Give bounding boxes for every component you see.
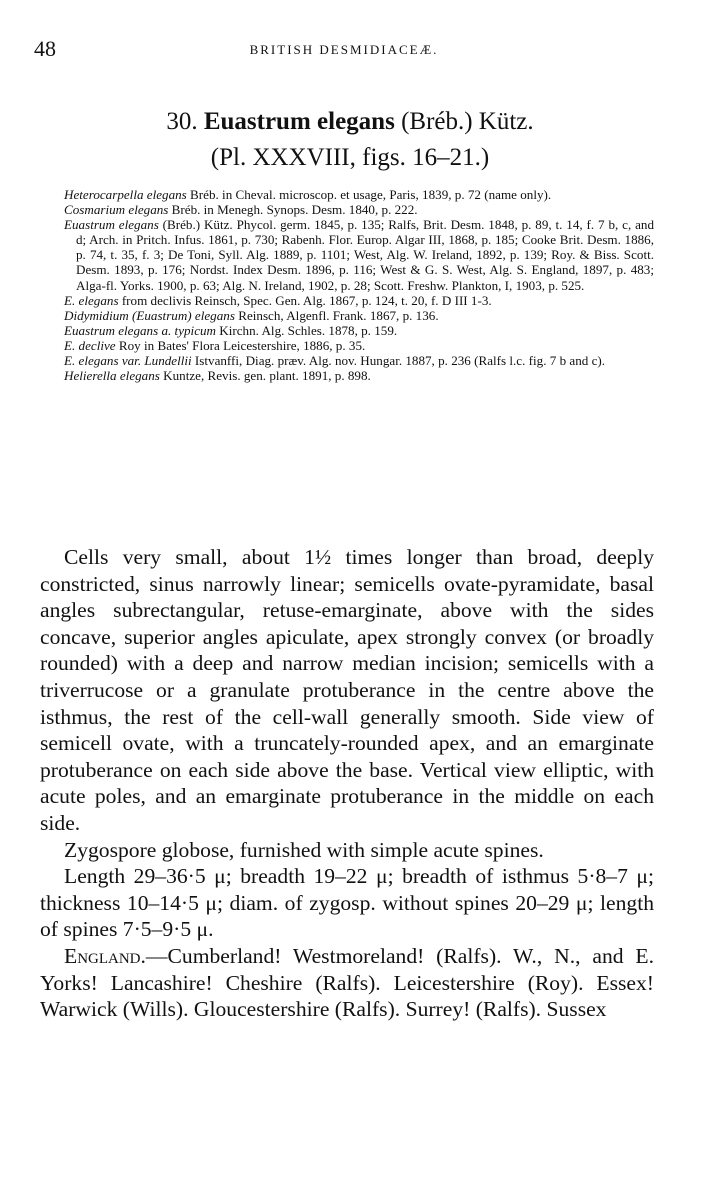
- synonym-citation: Bréb. in Menegh. Synops. Desm. 1840, p. 222.: [168, 202, 418, 218]
- synonym-entry: [64, 323, 654, 338]
- synonym-citation: Bréb. in Cheval. microscop. et usage, Paris, 1839, p. 72 (name only).: [186, 187, 552, 202]
- synonym-entry: [64, 338, 654, 353]
- synonym-name: Didymidium (Euastrum) elegans: [64, 307, 235, 323]
- synonym-name: Euastrum elegans a. typicum: [64, 322, 217, 338]
- synonym-name: Helierella elegans: [64, 368, 160, 384]
- page-number: 48: [34, 36, 56, 61]
- distribution-region: England.: [64, 943, 146, 968]
- synonym-entry: [64, 308, 654, 323]
- measurements-paragraph: Length 29–36·5 μ; breadth 19–22 μ; breadth of isthmus 5·8–7 μ; thickness 10–14·5 μ; diam. of zygosp. without spines 20–29 μ; length of spines 7·5–9·5 μ.: [40, 864, 654, 942]
- synonym-entry: [64, 187, 654, 202]
- synonym-citation: (Bréb.) Kütz. Phycol. germ. 1845, p. 135; Ralfs, Brit. Desm. 1848, p. 89, t. 14, f. 7 b, c, and d; Arch. in Pritch. Infus. 1861, p. 730; Rabenh. Flor. Europ. Algar III, 1868, p. 185; Cooke Brit. Desm. 1886, p. 74, t. 35, f. 3; De Toni, Syll. Alg. 1889, p. 1101; West, Alg. W. Ireland, 1892, p. 139; Roy. & Biss. Scott. Desm. 1893, p. 176; Nordst. Index Desm. 1896, p. 116; West & G. S. West, Alg. S. England, 1897, p. 483; Alga-fl. Yorks. 1900, p. 63; Alg. N. Ireland, 1902, p. 28; Scott. Freshw. Plankton, I, 1903, p. 525.: [76, 217, 654, 293]
- synonym-citation: Istvanffi, Diag. præv. Alg. nov. Hungar. 1887, p. 236 (Ralfs l.c. fig. 7 b and c).: [191, 353, 606, 369]
- running-head: BRITISH DESMIDIACEÆ.: [249, 42, 439, 57]
- synonym-entry: [64, 368, 654, 383]
- synonym-entry: [64, 353, 654, 368]
- description-body: [40, 544, 654, 1023]
- synonym-entry: [64, 217, 654, 292]
- distribution-paragraph: [40, 943, 654, 1023]
- synonym-name: Euastrum elegans: [64, 217, 159, 233]
- synonymy-list: [64, 187, 654, 383]
- synonym-citation: Kuntze, Revis. gen. plant. 1891, p. 898.: [159, 368, 371, 384]
- synonym-name: Cosmarium elegans: [64, 202, 169, 218]
- species-heading: [40, 104, 660, 176]
- page-header: [34, 36, 654, 66]
- description-paragraph: Cells very small, about 1½ times longer than broad, deeply constricted, sinus narrowly linear; semicells ovate-pyramidate, basal angles subrectangular, retuse-emarginate, above with the sides concave, superior angles apiculate, apex strongly convex (or broadly rounded) with a deep and narrow median incision; semicells with a triverrucose or a granulate protuberance in the centre above the isthmus, the rest of the cell-wall generally smooth. Side view of semicell ovate, with a truncately-rounded apex, and an emarginate protuberance on each side above the base. Vertical view elliptic, with acute poles, and an emarginate protuberance in the middle on each side.: [40, 545, 654, 835]
- species-name: Euastrum elegans: [203, 108, 395, 135]
- synonym-citation: Reinsch, Algenfl. Frank. 1867, p. 136.: [234, 307, 439, 323]
- species-number: 30.: [166, 108, 198, 135]
- synonym-name: E. elegans: [64, 292, 119, 308]
- synonym-name: E. elegans var. Lundellii: [64, 353, 192, 369]
- distribution-text: —Cumberland! Westmoreland! (Ralfs). W., N., and E. Yorks! Lancashire! Cheshire (Ralfs). Leicestershire (Roy). Essex! Warwick (Wills). Gloucestershire (Ralfs). Surrey! (Ralfs). Sussex: [40, 943, 654, 1022]
- zygospore-paragraph: Zygospore globose, furnished with simple acute spines.: [64, 837, 544, 862]
- synonym-citation: from declivis Reinsch, Spec. Gen. Alg. 1867, p. 124, t. 20, f. D III 1-3.: [118, 292, 492, 308]
- synonym-name: Heterocarpella elegans: [64, 187, 187, 202]
- synonym-citation: Roy in Bates' Flora Leicestershire, 1886, p. 35.: [115, 337, 366, 353]
- synonym-entry: [64, 202, 654, 217]
- plate-reference: (Pl. XXXVIII, figs. 16–21.): [210, 144, 490, 171]
- synonym-entry: [64, 293, 654, 308]
- species-authority: (Bréb.) Kütz.: [401, 108, 534, 135]
- synonym-citation: Kirchn. Alg. Schles. 1878, p. 159.: [216, 322, 398, 338]
- synonym-name: E. declive: [64, 337, 116, 353]
